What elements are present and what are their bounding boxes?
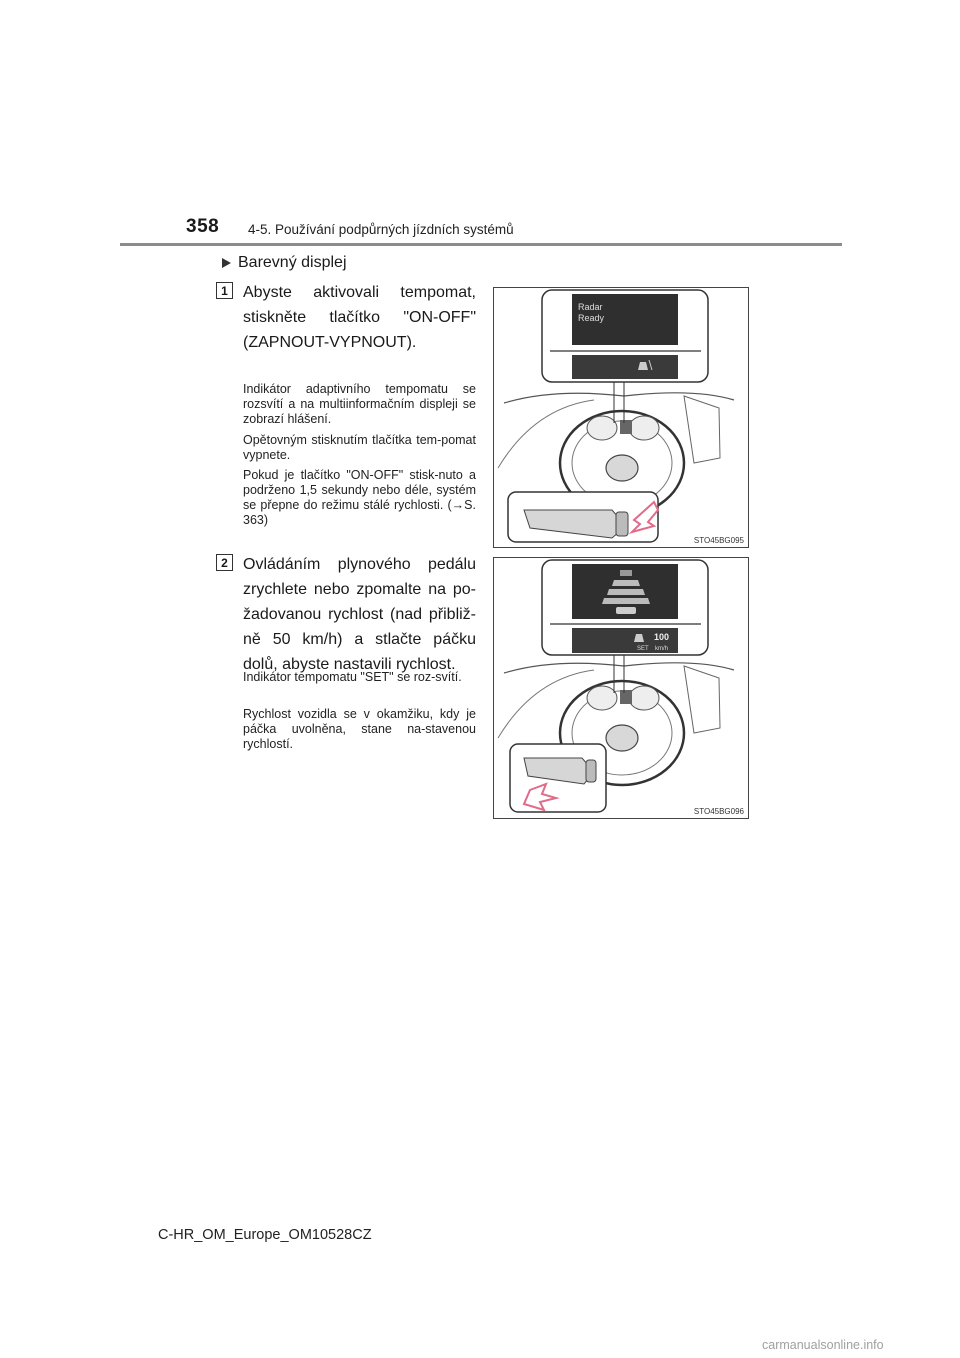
section-title: 4-5. Používání podpůrných jízdních systémů: [248, 222, 514, 237]
figure-2-code: STO45BG096: [693, 807, 744, 816]
display-text-ready: Ready: [578, 313, 605, 323]
figure-2: [493, 557, 749, 819]
step-2-text: Ovládáním plynového pedálu zrychlete nebo zpomalte na po-žadovanou rychlost (nad přibliž-ně 50 km/h) a stlačte páčku dolů, abyste nastavili rychlost.: [243, 556, 476, 673]
step-1-badge: 1: [216, 282, 233, 299]
display-speed-unit: km/h: [655, 646, 669, 652]
steering-illustration-1: [494, 288, 748, 547]
page-number: 358: [186, 216, 220, 237]
subsection-title: Barevný displej: [238, 254, 347, 271]
figure-1: [493, 287, 749, 548]
header-rule: [120, 243, 842, 246]
figure-1-code: STO45BG095: [693, 536, 744, 545]
display-text-radar: Radar: [578, 302, 603, 312]
footer-document-code: C-HR_OM_Europe_OM10528CZ: [158, 1227, 372, 1243]
step-1-note-3: Pokud je tlačítko "ON-OFF" stisk-nuto a podrženo 1,5 sekundy nebo déle, systém se přepne do režimu stálé rychlosti. (→S. 363): [243, 468, 476, 527]
subsection-heading: [222, 254, 347, 272]
step-1-note-1: Indikátor adaptivního tempomatu se rozsvítí a na multiinformačním displeji se zobrazí hlášení.: [243, 382, 476, 426]
step-1-text: Abyste aktivovali tempomat, stiskněte tlačítko "ON-OFF" (ZAPNOUT-VYPNOUT).: [243, 284, 476, 351]
triangle-bullet-icon: [222, 258, 231, 268]
display-set-label: SET: [637, 646, 649, 652]
watermark: carmanualsonline.info: [762, 1338, 884, 1352]
step-1-note-2: Opětovným stisknutím tlačítka tem-pomat vypnete.: [243, 433, 476, 462]
step-2-note-2: Rychlost vozidla se v okamžiku, kdy je páčka uvolněna, stane na-stavenou rychlostí.: [243, 707, 476, 751]
step-2-note-1: Indikátor tempomatu "SET" se roz-svítí.: [243, 670, 462, 684]
display-speed-value: 100: [654, 632, 670, 642]
steering-illustration-2: [494, 558, 748, 818]
step-2-badge: 2: [216, 554, 233, 571]
